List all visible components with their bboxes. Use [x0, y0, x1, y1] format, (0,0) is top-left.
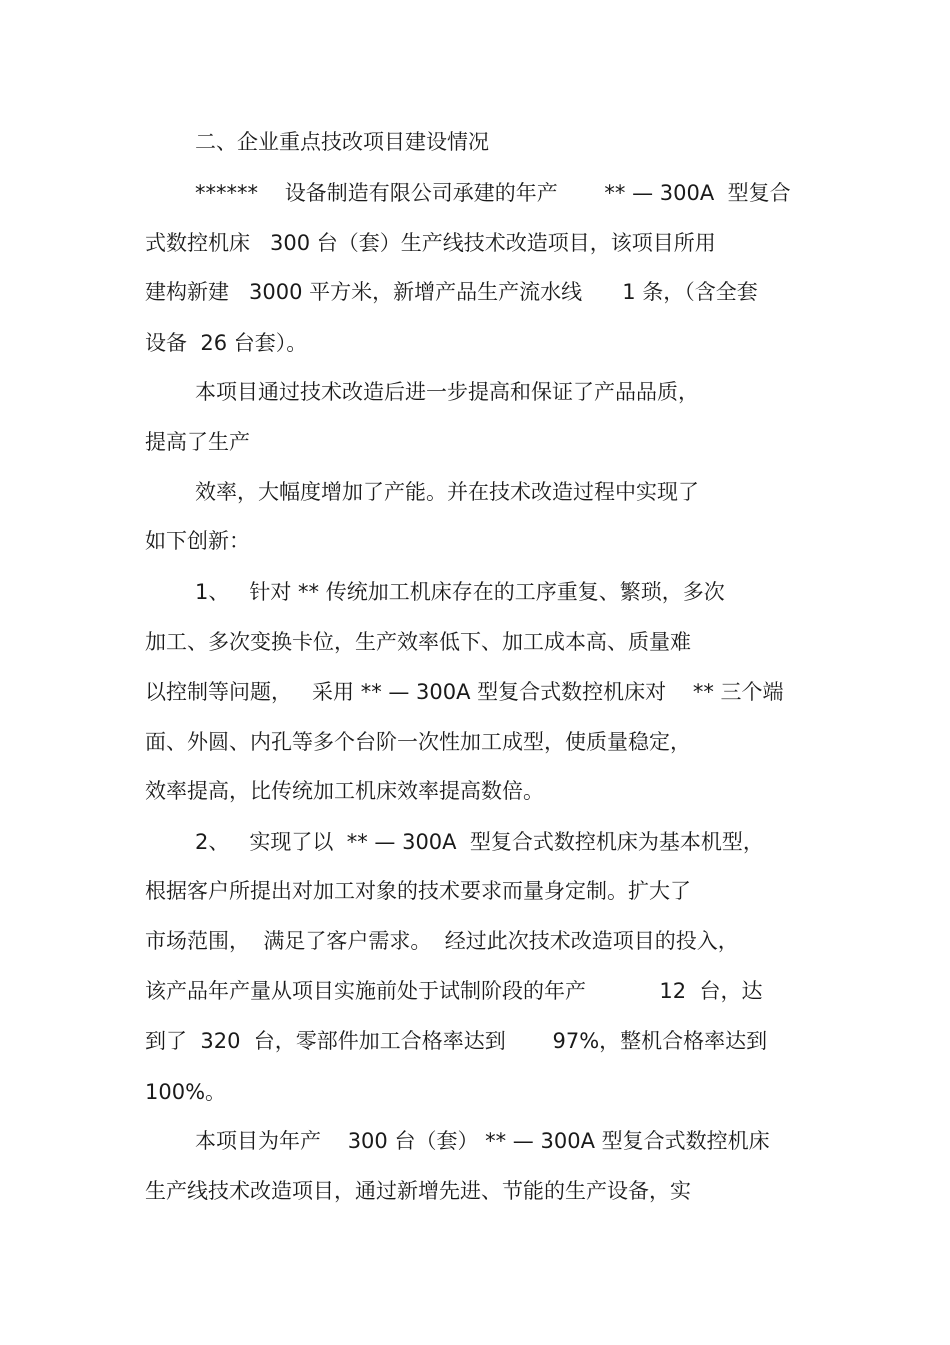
paragraph-line: 该产品年产量从项目实施前处于试制阶段的年产 12 台，达: [145, 979, 763, 1003]
paragraph-line: 式数控机床 300 台（套）生产线技术改造项目，该项目所用: [145, 231, 716, 255]
paragraph-line: 根据客户所提出对加工对象的技术要求而量身定制。扩大了: [145, 879, 691, 903]
paragraph-line: 建构新建 3000 平方米，新增产品生产流水线 1 条，（含全套: [145, 280, 758, 304]
paragraph-line: 提高了生产: [145, 430, 250, 454]
paragraph-line: 市场范围， 满足了客户需求。 经过此次技术改造项目的投入，: [145, 929, 739, 953]
paragraph-line: 加工、多次变换卡位，生产效率低下、加工成本高、质量难: [145, 630, 691, 654]
paragraph-line: 1、 针对 ** 传统加工机床存在的工序重复、繁琐，多次: [195, 580, 725, 604]
paragraph-line: ****** 设备制造有限公司承建的年产 ** — 300A 型复合: [195, 181, 791, 205]
paragraph-line: 面、外圆、内孔等多个台阶一次性加工成型，使质量稳定，: [145, 730, 691, 754]
paragraph-line: 效率，大幅度增加了产能。并在技术改造过程中实现了: [195, 480, 699, 504]
paragraph-line: 如下创新：: [145, 529, 250, 553]
paragraph-line: 效率提高，比传统加工机床效率提高数倍。: [145, 779, 544, 803]
paragraph-line: 设备 26 台套）。: [145, 331, 308, 355]
paragraph-line: 本项目通过技术改造后进一步提高和保证了产品品质，: [195, 380, 699, 404]
paragraph-line: 2、 实现了以 ** — 300A 型复合式数控机床为基本机型，: [195, 830, 764, 854]
paragraph-line: 100%。: [145, 1080, 227, 1104]
paragraph-line: 生产线技术改造项目，通过新增先进、节能的生产设备，实: [145, 1179, 691, 1203]
paragraph-line: 以控制等问题， 采用 ** — 300A 型复合式数控机床对 ** 三个端: [145, 680, 784, 704]
paragraph-line: 到了 320 台，零部件加工合格率达到 97%，整机合格率达到: [145, 1029, 768, 1053]
paragraph-line: 本项目为年产 300 台（套） ** — 300A 型复合式数控机床: [195, 1129, 770, 1153]
section-heading: 二、企业重点技改项目建设情况: [195, 130, 489, 154]
